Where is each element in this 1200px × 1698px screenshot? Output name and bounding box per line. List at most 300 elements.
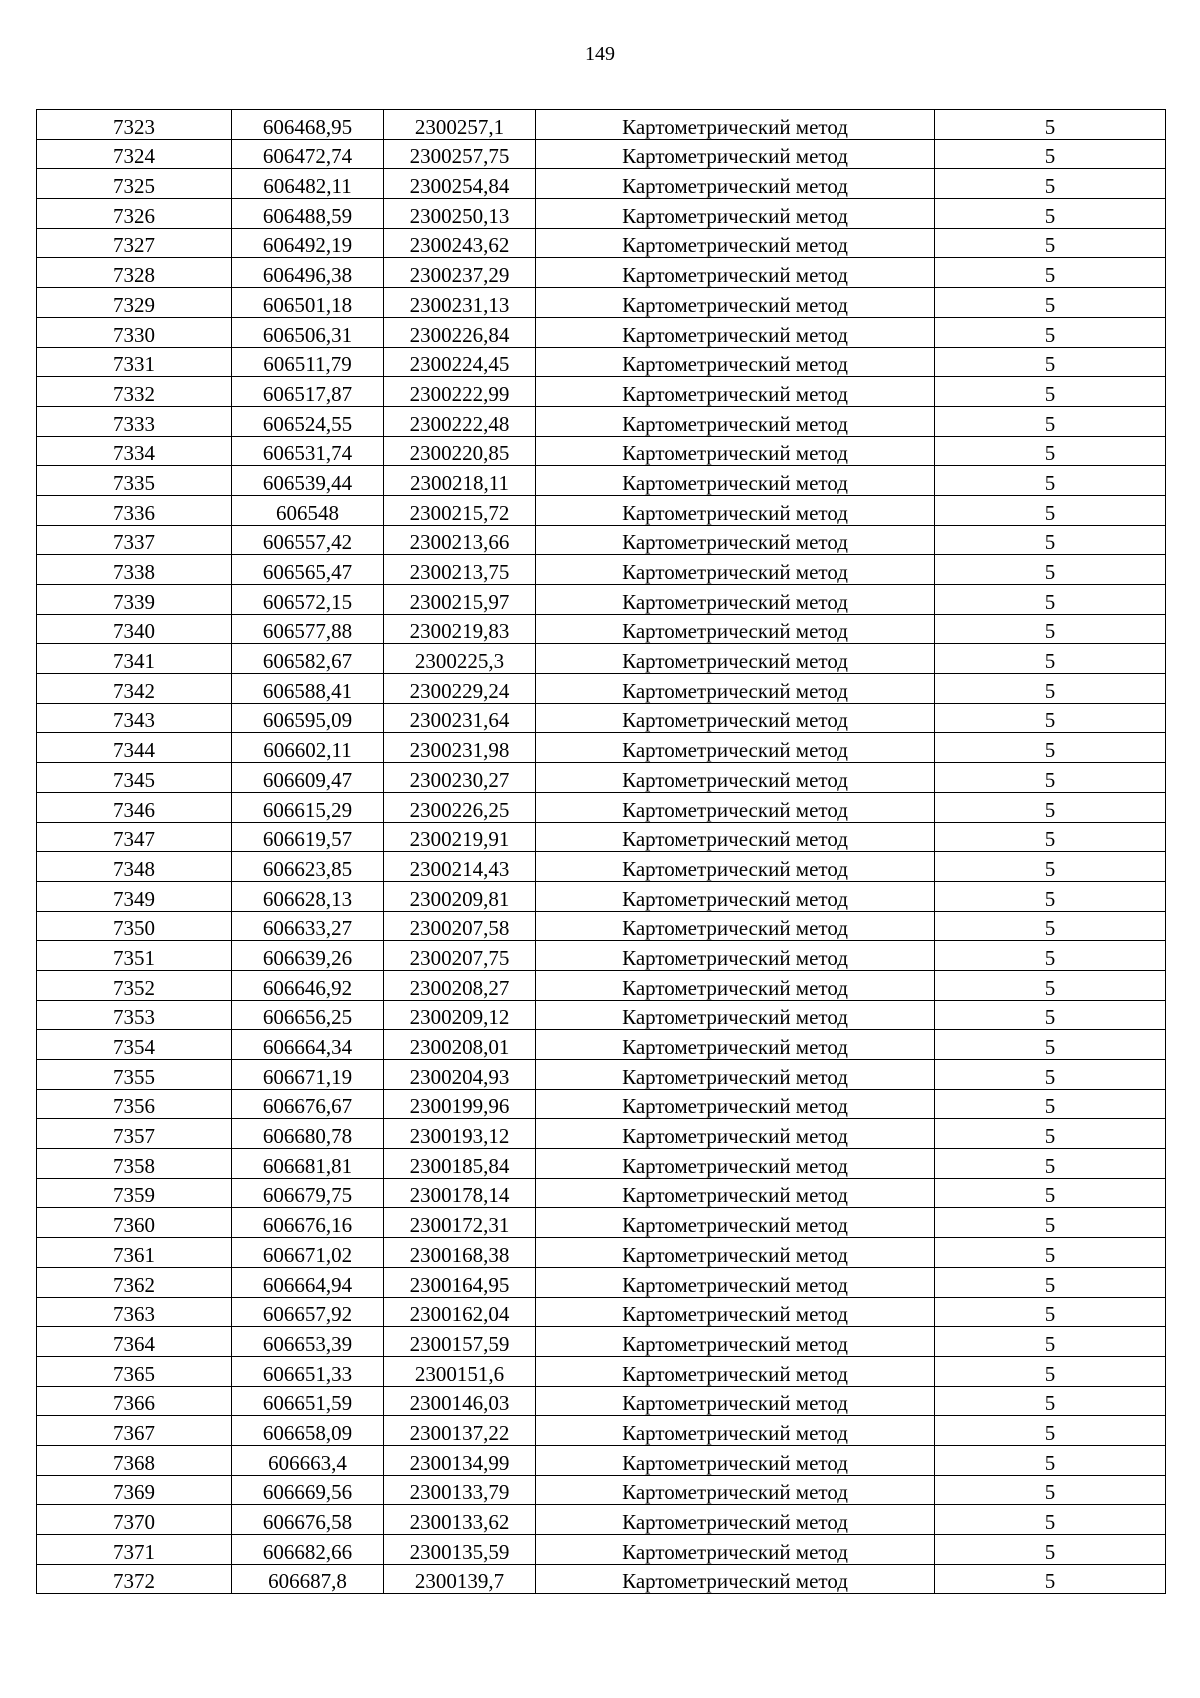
table-row [37, 1178, 1166, 1208]
method-cell: Картометрический метод [536, 1535, 935, 1565]
error-cell: 5 [935, 1445, 1166, 1475]
x-coordinate-cell: 606482,11 [232, 169, 384, 199]
point-number-cell: 7366 [37, 1386, 232, 1416]
table-row [37, 1416, 1166, 1446]
x-coordinate-cell: 606472,74 [232, 139, 384, 169]
y-coordinate-cell: 2300215,72 [384, 495, 536, 525]
y-coordinate-cell: 2300168,38 [384, 1238, 536, 1268]
table-row [37, 466, 1166, 496]
point-number-cell: 7360 [37, 1208, 232, 1238]
method-cell: Картометрический метод [536, 1149, 935, 1179]
y-coordinate-cell: 2300193,12 [384, 1119, 536, 1149]
table-row [37, 228, 1166, 258]
method-cell: Картометрический метод [536, 1505, 935, 1535]
table-row [37, 941, 1166, 971]
method-cell: Картометрический метод [536, 644, 935, 674]
error-cell: 5 [935, 941, 1166, 971]
y-coordinate-cell: 2300208,01 [384, 1030, 536, 1060]
point-number-cell: 7331 [37, 347, 232, 377]
table-row [37, 1238, 1166, 1268]
point-number-cell: 7369 [37, 1475, 232, 1505]
y-coordinate-cell: 2300208,27 [384, 970, 536, 1000]
error-cell: 5 [935, 1060, 1166, 1090]
method-cell: Картометрический метод [536, 703, 935, 733]
error-cell: 5 [935, 911, 1166, 941]
error-cell: 5 [935, 852, 1166, 882]
method-cell: Картометрический метод [536, 377, 935, 407]
y-coordinate-cell: 2300151,6 [384, 1356, 536, 1386]
error-cell: 5 [935, 110, 1166, 140]
y-coordinate-cell: 2300218,11 [384, 466, 536, 496]
table-row [37, 1356, 1166, 1386]
error-cell: 5 [935, 258, 1166, 288]
x-coordinate-cell: 606619,57 [232, 822, 384, 852]
table-row [37, 258, 1166, 288]
method-cell: Картометрический метод [536, 466, 935, 496]
x-coordinate-cell: 606623,85 [232, 852, 384, 882]
table-row [37, 585, 1166, 615]
table-row [37, 733, 1166, 763]
method-cell: Картометрический метод [536, 288, 935, 318]
error-cell: 5 [935, 1327, 1166, 1357]
x-coordinate-cell: 606633,27 [232, 911, 384, 941]
method-cell: Картометрический метод [536, 1356, 935, 1386]
y-coordinate-cell: 2300172,31 [384, 1208, 536, 1238]
x-coordinate-cell: 606669,56 [232, 1475, 384, 1505]
error-cell: 5 [935, 644, 1166, 674]
point-number-cell: 7328 [37, 258, 232, 288]
y-coordinate-cell: 2300231,13 [384, 288, 536, 318]
y-coordinate-cell: 2300135,59 [384, 1535, 536, 1565]
point-number-cell: 7349 [37, 881, 232, 911]
error-cell: 5 [935, 614, 1166, 644]
y-coordinate-cell: 2300146,03 [384, 1386, 536, 1416]
error-cell: 5 [935, 970, 1166, 1000]
table-row [37, 1386, 1166, 1416]
point-number-cell: 7368 [37, 1445, 232, 1475]
x-coordinate-cell: 606639,26 [232, 941, 384, 971]
page-number: 149 [585, 43, 615, 65]
table-row [37, 317, 1166, 347]
x-coordinate-cell: 606651,33 [232, 1356, 384, 1386]
x-coordinate-cell: 606511,79 [232, 347, 384, 377]
error-cell: 5 [935, 1386, 1166, 1416]
point-number-cell: 7344 [37, 733, 232, 763]
y-coordinate-cell: 2300226,25 [384, 792, 536, 822]
y-coordinate-cell: 2300222,99 [384, 377, 536, 407]
y-coordinate-cell: 2300224,45 [384, 347, 536, 377]
point-number-cell: 7359 [37, 1178, 232, 1208]
y-coordinate-cell: 2300157,59 [384, 1327, 536, 1357]
x-coordinate-cell: 606501,18 [232, 288, 384, 318]
x-coordinate-cell: 606687,8 [232, 1564, 384, 1594]
y-coordinate-cell: 2300220,85 [384, 436, 536, 466]
y-coordinate-cell: 2300243,62 [384, 228, 536, 258]
y-coordinate-cell: 2300254,84 [384, 169, 536, 199]
x-coordinate-cell: 606657,92 [232, 1297, 384, 1327]
error-cell: 5 [935, 317, 1166, 347]
error-cell: 5 [935, 1267, 1166, 1297]
method-cell: Картометрический метод [536, 822, 935, 852]
error-cell: 5 [935, 555, 1166, 585]
error-cell: 5 [935, 1119, 1166, 1149]
x-coordinate-cell: 606468,95 [232, 110, 384, 140]
table-row [37, 169, 1166, 199]
table-row [37, 288, 1166, 318]
x-coordinate-cell: 606492,19 [232, 228, 384, 258]
method-cell: Картометрический метод [536, 1208, 935, 1238]
point-number-cell: 7347 [37, 822, 232, 852]
y-coordinate-cell: 2300229,24 [384, 674, 536, 704]
y-coordinate-cell: 2300185,84 [384, 1149, 536, 1179]
y-coordinate-cell: 2300219,83 [384, 614, 536, 644]
x-coordinate-cell: 606602,11 [232, 733, 384, 763]
method-cell: Картометрический метод [536, 1327, 935, 1357]
point-number-cell: 7323 [37, 110, 232, 140]
y-coordinate-cell: 2300257,75 [384, 139, 536, 169]
table-row [37, 1089, 1166, 1119]
table-row [37, 1505, 1166, 1535]
table-row [37, 1119, 1166, 1149]
y-coordinate-cell: 2300231,64 [384, 703, 536, 733]
table-row [37, 525, 1166, 555]
x-coordinate-cell: 606664,34 [232, 1030, 384, 1060]
x-coordinate-cell: 606682,66 [232, 1535, 384, 1565]
table-row [37, 406, 1166, 436]
x-coordinate-cell: 606588,41 [232, 674, 384, 704]
point-number-cell: 7343 [37, 703, 232, 733]
table-row [37, 1564, 1166, 1594]
point-number-cell: 7341 [37, 644, 232, 674]
method-cell: Картометрический метод [536, 1297, 935, 1327]
table-row [37, 1297, 1166, 1327]
method-cell: Картометрический метод [536, 555, 935, 585]
error-cell: 5 [935, 792, 1166, 822]
point-number-cell: 7325 [37, 169, 232, 199]
x-coordinate-cell: 606663,4 [232, 1445, 384, 1475]
error-cell: 5 [935, 763, 1166, 793]
table-row [37, 110, 1166, 140]
point-number-cell: 7329 [37, 288, 232, 318]
error-cell: 5 [935, 377, 1166, 407]
table-row [37, 1445, 1166, 1475]
error-cell: 5 [935, 822, 1166, 852]
y-coordinate-cell: 2300209,81 [384, 881, 536, 911]
point-number-cell: 7372 [37, 1564, 232, 1594]
point-number-cell: 7353 [37, 1000, 232, 1030]
error-cell: 5 [935, 347, 1166, 377]
method-cell: Картометрический метод [536, 852, 935, 882]
y-coordinate-cell: 2300237,29 [384, 258, 536, 288]
point-number-cell: 7351 [37, 941, 232, 971]
x-coordinate-cell: 606680,78 [232, 1119, 384, 1149]
point-number-cell: 7336 [37, 495, 232, 525]
y-coordinate-cell: 2300222,48 [384, 406, 536, 436]
error-cell: 5 [935, 1475, 1166, 1505]
point-number-cell: 7348 [37, 852, 232, 882]
error-cell: 5 [935, 525, 1166, 555]
method-cell: Картометрический метод [536, 1119, 935, 1149]
method-cell: Картометрический метод [536, 1386, 935, 1416]
point-number-cell: 7324 [37, 139, 232, 169]
table-row [37, 1327, 1166, 1357]
error-cell: 5 [935, 1564, 1166, 1594]
method-cell: Картометрический метод [536, 1475, 935, 1505]
method-cell: Картометрический метод [536, 258, 935, 288]
error-cell: 5 [935, 1505, 1166, 1535]
x-coordinate-cell: 606548 [232, 495, 384, 525]
y-coordinate-cell: 2300133,79 [384, 1475, 536, 1505]
error-cell: 5 [935, 703, 1166, 733]
y-coordinate-cell: 2300230,27 [384, 763, 536, 793]
y-coordinate-cell: 2300199,96 [384, 1089, 536, 1119]
table-row [37, 1267, 1166, 1297]
table-row [37, 763, 1166, 793]
x-coordinate-cell: 606609,47 [232, 763, 384, 793]
table-row [37, 911, 1166, 941]
point-number-cell: 7371 [37, 1535, 232, 1565]
y-coordinate-cell: 2300137,22 [384, 1416, 536, 1446]
point-number-cell: 7326 [37, 199, 232, 229]
y-coordinate-cell: 2300139,7 [384, 1564, 536, 1594]
x-coordinate-cell: 606679,75 [232, 1178, 384, 1208]
x-coordinate-cell: 606524,55 [232, 406, 384, 436]
x-coordinate-cell: 606664,94 [232, 1267, 384, 1297]
method-cell: Картометрический метод [536, 347, 935, 377]
x-coordinate-cell: 606676,58 [232, 1505, 384, 1535]
x-coordinate-cell: 606517,87 [232, 377, 384, 407]
y-coordinate-cell: 2300207,58 [384, 911, 536, 941]
x-coordinate-cell: 606671,19 [232, 1060, 384, 1090]
error-cell: 5 [935, 881, 1166, 911]
error-cell: 5 [935, 139, 1166, 169]
table-row [37, 1030, 1166, 1060]
y-coordinate-cell: 2300257,1 [384, 110, 536, 140]
x-coordinate-cell: 606582,67 [232, 644, 384, 674]
x-coordinate-cell: 606565,47 [232, 555, 384, 585]
y-coordinate-cell: 2300215,97 [384, 585, 536, 615]
table-row [37, 792, 1166, 822]
x-coordinate-cell: 606651,59 [232, 1386, 384, 1416]
method-cell: Картометрический метод [536, 614, 935, 644]
x-coordinate-cell: 606595,09 [232, 703, 384, 733]
x-coordinate-cell: 606539,44 [232, 466, 384, 496]
method-cell: Картометрический метод [536, 1238, 935, 1268]
table-row [37, 644, 1166, 674]
error-cell: 5 [935, 436, 1166, 466]
point-number-cell: 7364 [37, 1327, 232, 1357]
method-cell: Картометрический метод [536, 1564, 935, 1594]
point-number-cell: 7342 [37, 674, 232, 704]
x-coordinate-cell: 606628,13 [232, 881, 384, 911]
method-cell: Картометрический метод [536, 911, 935, 941]
table-row [37, 674, 1166, 704]
error-cell: 5 [935, 1000, 1166, 1030]
table-row [37, 1000, 1166, 1030]
table-row [37, 377, 1166, 407]
point-number-cell: 7338 [37, 555, 232, 585]
table-row [37, 852, 1166, 882]
y-coordinate-cell: 2300231,98 [384, 733, 536, 763]
table-row [37, 1208, 1166, 1238]
point-number-cell: 7345 [37, 763, 232, 793]
coordinates-table-body [37, 110, 1166, 1594]
error-cell: 5 [935, 1089, 1166, 1119]
coordinates-table [36, 109, 1166, 1594]
table-row [37, 970, 1166, 1000]
error-cell: 5 [935, 674, 1166, 704]
error-cell: 5 [935, 466, 1166, 496]
method-cell: Картометрический метод [536, 1000, 935, 1030]
method-cell: Картометрический метод [536, 436, 935, 466]
error-cell: 5 [935, 1238, 1166, 1268]
point-number-cell: 7335 [37, 466, 232, 496]
y-coordinate-cell: 2300250,13 [384, 199, 536, 229]
method-cell: Картометрический метод [536, 1416, 935, 1446]
x-coordinate-cell: 606488,59 [232, 199, 384, 229]
method-cell: Картометрический метод [536, 763, 935, 793]
y-coordinate-cell: 2300134,99 [384, 1445, 536, 1475]
error-cell: 5 [935, 288, 1166, 318]
method-cell: Картометрический метод [536, 970, 935, 1000]
point-number-cell: 7354 [37, 1030, 232, 1060]
method-cell: Картометрический метод [536, 406, 935, 436]
method-cell: Картометрический метод [536, 199, 935, 229]
error-cell: 5 [935, 228, 1166, 258]
y-coordinate-cell: 2300204,93 [384, 1060, 536, 1090]
y-coordinate-cell: 2300219,91 [384, 822, 536, 852]
method-cell: Картометрический метод [536, 585, 935, 615]
table-row [37, 1535, 1166, 1565]
x-coordinate-cell: 606671,02 [232, 1238, 384, 1268]
table-row [37, 614, 1166, 644]
method-cell: Картометрический метод [536, 1060, 935, 1090]
table-row [37, 1060, 1166, 1090]
error-cell: 5 [935, 1356, 1166, 1386]
table-row [37, 1475, 1166, 1505]
method-cell: Картометрический метод [536, 733, 935, 763]
point-number-cell: 7346 [37, 792, 232, 822]
method-cell: Картометрический метод [536, 228, 935, 258]
x-coordinate-cell: 606676,16 [232, 1208, 384, 1238]
x-coordinate-cell: 606653,39 [232, 1327, 384, 1357]
point-number-cell: 7340 [37, 614, 232, 644]
method-cell: Картометрический метод [536, 1089, 935, 1119]
x-coordinate-cell: 606557,42 [232, 525, 384, 555]
point-number-cell: 7358 [37, 1149, 232, 1179]
x-coordinate-cell: 606531,74 [232, 436, 384, 466]
table-row [37, 139, 1166, 169]
x-coordinate-cell: 606681,81 [232, 1149, 384, 1179]
error-cell: 5 [935, 406, 1166, 436]
y-coordinate-cell: 2300164,95 [384, 1267, 536, 1297]
point-number-cell: 7361 [37, 1238, 232, 1268]
point-number-cell: 7327 [37, 228, 232, 258]
y-coordinate-cell: 2300213,75 [384, 555, 536, 585]
table-row [37, 822, 1166, 852]
y-coordinate-cell: 2300207,75 [384, 941, 536, 971]
error-cell: 5 [935, 1535, 1166, 1565]
point-number-cell: 7334 [37, 436, 232, 466]
table-row [37, 1149, 1166, 1179]
method-cell: Картометрический метод [536, 1178, 935, 1208]
table-row [37, 347, 1166, 377]
table-row [37, 703, 1166, 733]
method-cell: Картометрический метод [536, 139, 935, 169]
method-cell: Картометрический метод [536, 169, 935, 199]
method-cell: Картометрический метод [536, 881, 935, 911]
method-cell: Картометрический метод [536, 110, 935, 140]
error-cell: 5 [935, 585, 1166, 615]
point-number-cell: 7355 [37, 1060, 232, 1090]
error-cell: 5 [935, 495, 1166, 525]
y-coordinate-cell: 2300209,12 [384, 1000, 536, 1030]
point-number-cell: 7339 [37, 585, 232, 615]
y-coordinate-cell: 2300133,62 [384, 1505, 536, 1535]
method-cell: Картометрический метод [536, 792, 935, 822]
method-cell: Картометрический метод [536, 1445, 935, 1475]
y-coordinate-cell: 2300214,43 [384, 852, 536, 882]
point-number-cell: 7363 [37, 1297, 232, 1327]
x-coordinate-cell: 606577,88 [232, 614, 384, 644]
x-coordinate-cell: 606656,25 [232, 1000, 384, 1030]
table-row [37, 436, 1166, 466]
x-coordinate-cell: 606496,38 [232, 258, 384, 288]
error-cell: 5 [935, 1030, 1166, 1060]
table-row [37, 199, 1166, 229]
point-number-cell: 7332 [37, 377, 232, 407]
method-cell: Картометрический метод [536, 317, 935, 347]
table-row [37, 495, 1166, 525]
y-coordinate-cell: 2300226,84 [384, 317, 536, 347]
error-cell: 5 [935, 1149, 1166, 1179]
error-cell: 5 [935, 733, 1166, 763]
x-coordinate-cell: 606646,92 [232, 970, 384, 1000]
x-coordinate-cell: 606506,31 [232, 317, 384, 347]
point-number-cell: 7365 [37, 1356, 232, 1386]
method-cell: Картометрический метод [536, 1030, 935, 1060]
point-number-cell: 7370 [37, 1505, 232, 1535]
y-coordinate-cell: 2300225,3 [384, 644, 536, 674]
point-number-cell: 7350 [37, 911, 232, 941]
error-cell: 5 [935, 199, 1166, 229]
error-cell: 5 [935, 1297, 1166, 1327]
point-number-cell: 7367 [37, 1416, 232, 1446]
table-row [37, 881, 1166, 911]
point-number-cell: 7352 [37, 970, 232, 1000]
method-cell: Картометрический метод [536, 495, 935, 525]
method-cell: Картометрический метод [536, 525, 935, 555]
point-number-cell: 7356 [37, 1089, 232, 1119]
y-coordinate-cell: 2300213,66 [384, 525, 536, 555]
point-number-cell: 7362 [37, 1267, 232, 1297]
x-coordinate-cell: 606658,09 [232, 1416, 384, 1446]
table-row [37, 555, 1166, 585]
error-cell: 5 [935, 169, 1166, 199]
point-number-cell: 7330 [37, 317, 232, 347]
y-coordinate-cell: 2300178,14 [384, 1178, 536, 1208]
method-cell: Картометрический метод [536, 1267, 935, 1297]
point-number-cell: 7333 [37, 406, 232, 436]
error-cell: 5 [935, 1178, 1166, 1208]
error-cell: 5 [935, 1416, 1166, 1446]
point-number-cell: 7337 [37, 525, 232, 555]
y-coordinate-cell: 2300162,04 [384, 1297, 536, 1327]
point-number-cell: 7357 [37, 1119, 232, 1149]
error-cell: 5 [935, 1208, 1166, 1238]
x-coordinate-cell: 606615,29 [232, 792, 384, 822]
method-cell: Картометрический метод [536, 941, 935, 971]
